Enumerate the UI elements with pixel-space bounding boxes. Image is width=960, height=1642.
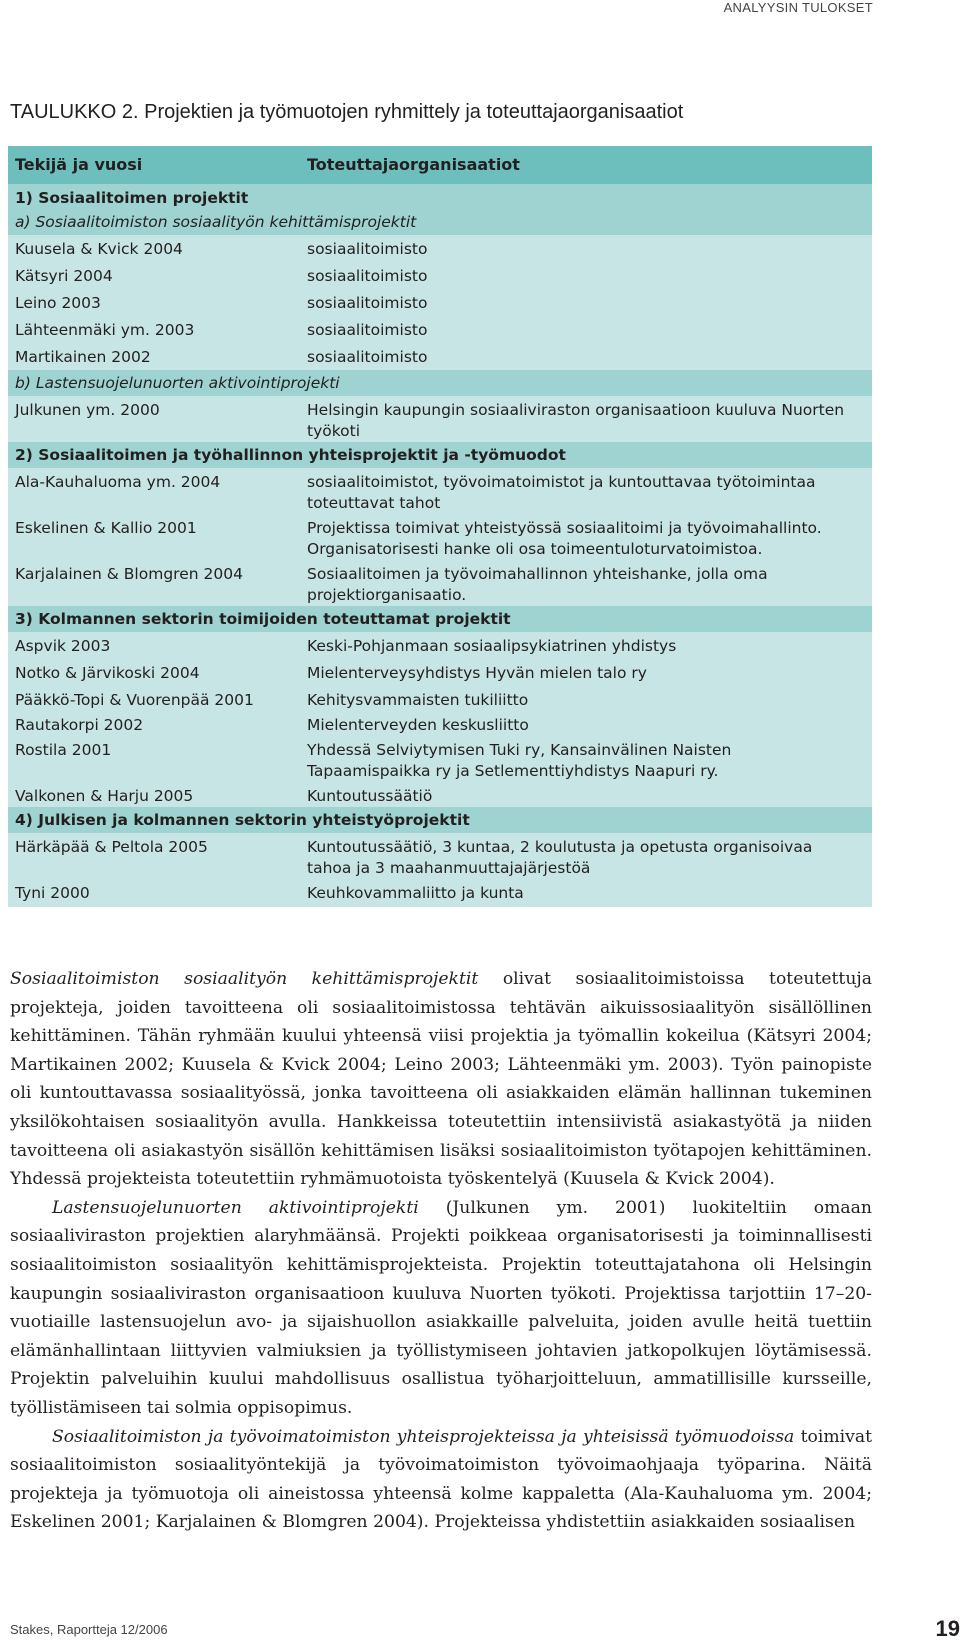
table-row [8,711,872,736]
organisation-cell: Projektissa toimivat yhteistyössä sosiaalitoimi ja työvoimahallinto. Organisatorisesti hanke oli osa toimeentuloturvatoimistoa. [307,519,822,558]
section-row [8,184,872,235]
paragraph-text: (Julkunen ym. 2001) luokiteltiin omaan sosiaaliviraston projektien alaryhmäänsä. Projekti poikkeaa organisatorisesti ja toiminnallisesti sosiaalitoimiston sosiaalityön kehittämisprojekteista. Projektin toteuttajatahona oli Helsingin kaupungin sosiaaliviraston organisaatioon kuuluva Nuorten työkoti. Projektissa tarjottiin 17–20-vuotiaille lastensuojelun avo- ja sijaishuollon asiakkaille palveluita, joiden avulle heitä tuettiin elämänhallintaan liittyvien valmiuksien ja työllistymiseen johtavien jatkopolkujen löytämisessä. Projektin palveluihin kuului mahdollisuus osallistua työharjoitteluun, ammatillisille kursseille, työllistämiseen tai solmia oppisopimus. [10,1197,872,1418]
publication-footer: Stakes, Raportteja 12/2006 [10,1622,168,1637]
page-number: 19 [935,1616,960,1641]
table-row [8,782,872,807]
organisation-cell: sosiaalitoimisto [307,348,428,366]
organisation-cell: Keski-Pohjanmaan sosiaalipsykiatrinen yhdistys [307,637,677,655]
table-row [8,659,872,686]
author-cell: Karjalainen & Blomgren 2004 [15,565,243,583]
emphasis-term: Lastensuojelunuorten aktivointiprojekti [52,1197,419,1218]
column-header-organisation: Toteuttajaorganisaatiot [307,155,520,174]
organisation-cell: sosiaalitoimisto [307,321,428,339]
organisation-cell: Kuntoutussäätiö, 3 kuntaa, 2 koulutusta ja opetusta organisoivaa tahoa ja 3 maahanmuuttajajärjestöä [307,838,813,877]
emphasis-term: Sosiaalitoimiston sosiaalityön kehittämisprojektit [10,969,479,989]
section-row [8,442,872,468]
table-header-row [8,146,872,184]
subsection-title: b) Lastensuojelunuorten aktivointiprojekti [15,374,340,392]
author-cell: Härkäpää & Peltola 2005 [15,838,208,856]
paragraph-text: toimivat sosiaalitoimiston sosiaalityöntekijä ja työvoimatoimiston työvoimaohjaaja työparina. Näitä projekteja ja työmuotoja oli aineistossa yhteensä kolme kappaletta (Ala-Kauhaluoma ym. 2004; Eskelinen 2001; Karjalainen & Blomgren 2004). Projekteissa yhdistettiin asiakkaiden sosiaalisen [10,1426,873,1533]
table-row [8,316,872,343]
table-row [8,632,872,659]
table-row [8,343,872,370]
organisation-cell: sosiaalitoimisto [307,294,428,312]
body-paragraph [10,965,872,1194]
organisation-cell: sosiaalitoimisto [307,240,428,258]
table-row [8,235,872,262]
organisation-cell: sosiaalitoimistot, työvoimatoimistot ja kuntouttavaa työtoimintaa toteuttavat tahot [307,473,816,512]
table-row [8,736,872,782]
author-cell: Kätsyri 2004 [15,267,113,285]
author-cell: Leino 2003 [15,294,101,312]
author-cell: Tyni 2000 [15,884,90,902]
table-row [8,514,872,560]
paragraph-text: olivat sosiaalitoimistoissa toteutettuja projekteja, joiden tavoitteena oli sosiaalitoimistossa tehtävän aikuissosiaalityön sisällöllinen kehittäminen. Tähän ryhmään kuului yhteensä viisi projektia ja työmallin kokeilua (Kätsyri 2004; Martikainen 2002; Kuusela & Kvick 2004; Leino 2003; Lähteenmäki ym. 2003). Työn painopiste oli kuntouttavassa sosiaalityössä, jonka tavoitteena oli asiakkaiden elämän hallinnan tukeminen yksilökohtaisen sosiaalityön avulla. Hankkeissa toteutettiin intensiivistä asiakastyötä ja niiden tavoitteena oli asiakastyön sisällön kehittämisen lisäksi sosiaalitoimiston työtapojen kehittäminen. Yhdessä projekteista toteutettiin ryhmämuotoista työskentelyä (Kuusela & Kvick 2004). [10,969,872,1190]
section-row [8,807,872,833]
organisation-cell: Kuntoutussäätiö [307,787,433,805]
table-row [8,833,872,879]
section-title: 2) Sosiaalitoimen ja työhallinnon yhteisprojektit ja -työmuodot [15,446,566,464]
author-cell: Eskelinen & Kallio 2001 [15,519,197,537]
body-text [10,965,872,1537]
section-title: 1) Sosiaalitoimen projektit [15,189,249,207]
organisation-cell: Mielenterveyden keskusliitto [307,716,529,734]
author-cell: Valkonen & Harju 2005 [15,787,194,805]
author-cell: Rostila 2001 [15,741,112,759]
author-cell: Lähteenmäki ym. 2003 [15,321,195,339]
section-row [8,606,872,632]
author-cell: Kuusela & Kvick 2004 [15,240,183,258]
author-cell: Pääkkö-Topi & Vuorenpää 2001 [15,691,254,709]
author-cell: Martikainen 2002 [15,348,151,366]
section-title: 4) Julkisen ja kolmannen sektorin yhteistyöprojektit [15,811,470,829]
table-row [8,262,872,289]
author-cell: Julkunen ym. 2000 [15,401,160,419]
body-paragraph [10,1194,872,1423]
organisation-cell: Yhdessä Selviytymisen Tuki ry, Kansainvälinen Naisten Tapaamispaikka ry ja Setlementtiyhdistys Naapuri ry. [307,741,732,780]
organisation-cell: Keuhkovammaliitto ja kunta [307,884,524,902]
author-cell: Aspvik 2003 [15,637,111,655]
organisation-cell: sosiaalitoimisto [307,267,428,285]
organisation-cell: Mielenterveysyhdistys Hyvän mielen talo ry [307,664,647,682]
table-row [8,396,872,442]
column-header-author: Tekijä ja vuosi [15,155,143,174]
table-row [8,879,872,907]
section-row [8,370,872,396]
author-cell: Ala-Kauhaluoma ym. 2004 [15,473,221,491]
table-row [8,468,872,514]
table-row [8,686,872,711]
subsection-title: a) Sosiaalitoimiston sosiaalityön kehittämisprojektit [15,213,417,231]
running-head: ANALYYSIN TULOKSET [723,0,873,15]
body-paragraph [10,1423,872,1537]
organisation-cell: Helsingin kaupungin sosiaaliviraston organisaatioon kuuluva Nuorten työkoti [307,401,845,440]
organisation-cell: Sosiaalitoimen ja työvoimahallinnon yhteishanke, jolla oma projektiorganisaatio. [307,565,768,604]
table-row [8,289,872,316]
section-title: 3) Kolmannen sektorin toimijoiden toteuttamat projektit [15,610,511,628]
table-row [8,560,872,606]
projects-table [8,146,872,907]
author-cell: Notko & Järvikoski 2004 [15,664,200,682]
organisation-cell: Kehitysvammaisten tukiliitto [307,691,529,709]
table-caption: TAULUKKO 2. Projektien ja työmuotojen ryhmittely ja toteuttajaorganisaatiot [10,101,684,123]
emphasis-term: Sosiaalitoimiston ja työvoimatoimiston yhteisprojekteissa ja yhteisissä työmuodoissa [52,1426,795,1447]
author-cell: Rautakorpi 2002 [15,716,144,734]
